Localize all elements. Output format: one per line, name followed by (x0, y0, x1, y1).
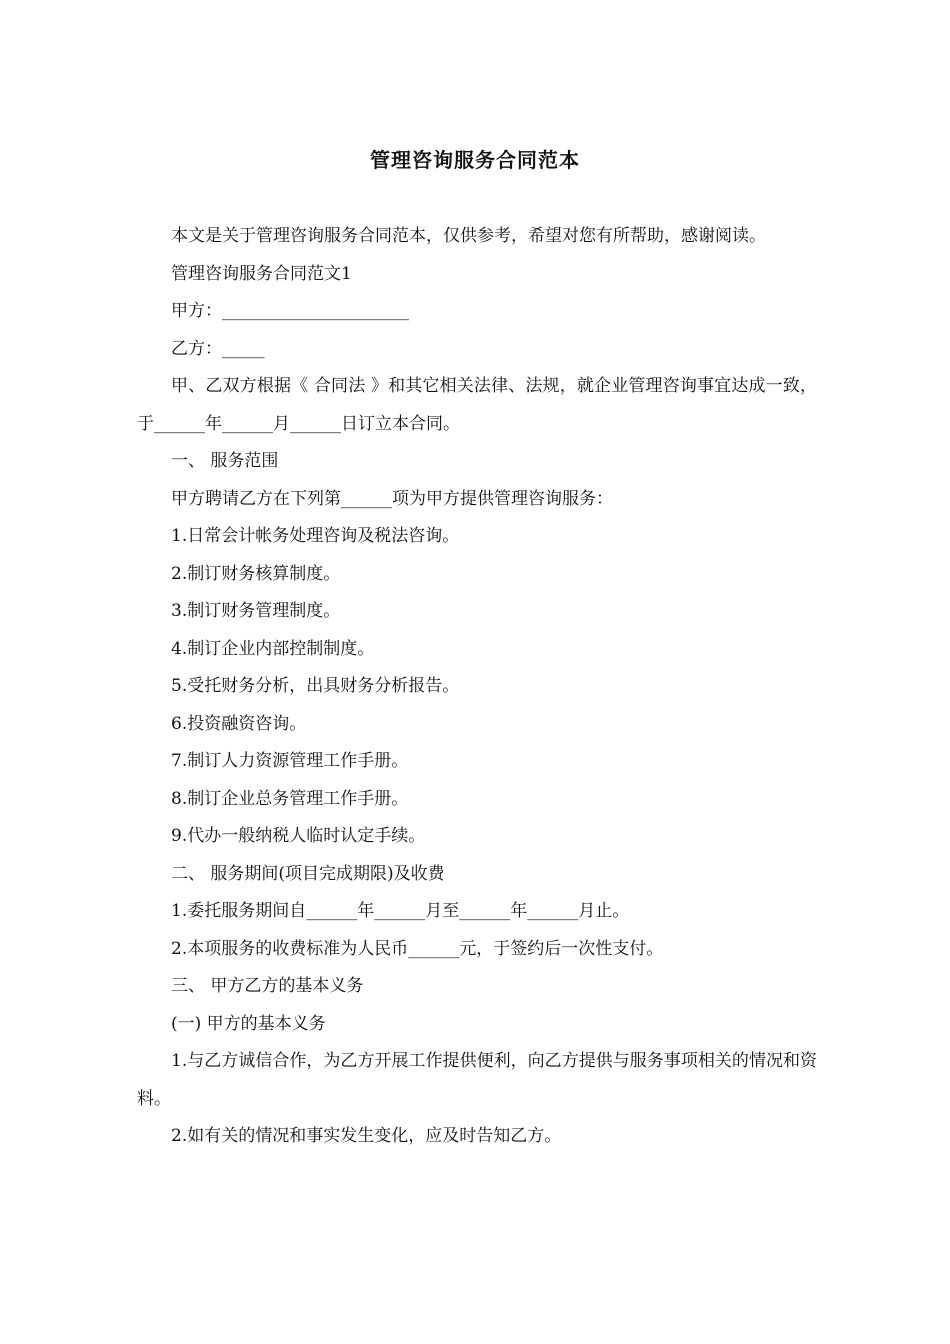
party-a-line: 甲方：______________________ (171, 301, 409, 321)
list-item: 7.制订人力资源管理工作手册。 (171, 751, 409, 771)
list-item: 1.日常会计帐务处理咨询及税法咨询。 (171, 526, 460, 546)
list-item: 3.制订财务管理制度。 (171, 601, 341, 621)
document-title: 管理咨询服务合同范本 (370, 148, 580, 172)
list-item: 2.制订财务核算制度。 (171, 563, 341, 584)
agreement-paragraph: 甲、乙双方根据《 合同法 》和其它相关法律、法规，就企业管理咨询事宜达成一致，于______年______月______日订立本合同。 (137, 376, 817, 434)
list-item: 1.与乙方诚信合作，为乙方开展工作提供便利，向乙方提供与服务事项相关的情况和资料。 (137, 1051, 817, 1109)
intro-paragraph: 本文是关于管理咨询服务合同范本，仅供参考，希望对您有所帮助，感谢阅读。 (171, 226, 766, 246)
section-heading-1: 一、 服务范围 (171, 451, 279, 471)
list-item: 2.如有关的情况和事实发生变化，应及时告知乙方。 (171, 1126, 562, 1146)
list-item: 5.受托财务分析，出具财务分析报告。 (171, 676, 460, 696)
section-heading-2: 二、 服务期间(项目完成期限)及收费 (171, 863, 445, 884)
service-scope-intro: 甲方聘请乙方在下列第______项为甲方提供管理咨询服务： (171, 488, 613, 509)
subsection-heading: (一) 甲方的基本义务 (171, 1013, 326, 1034)
document-body (137, 218, 817, 1156)
party-b-line: 乙方：_____ (171, 338, 265, 359)
list-item: 2.本项服务的收费标准为人民币______元，于签约后一次性支付。 (171, 938, 664, 959)
list-item: 4.制订企业内部控制制度。 (171, 638, 375, 659)
section-heading-3: 三、 甲方乙方的基本义务 (171, 976, 364, 996)
list-item: 8.制订企业总务管理工作手册。 (171, 788, 409, 809)
sample-heading: 管理咨询服务合同范文1 (171, 263, 352, 284)
list-item: 6.投资融资咨询。 (171, 713, 307, 734)
list-item: 9.代办一般纳税人临时认定手续。 (171, 826, 426, 846)
list-item: 1.委托服务期间自______年______月至______年______月止。 (171, 901, 630, 921)
